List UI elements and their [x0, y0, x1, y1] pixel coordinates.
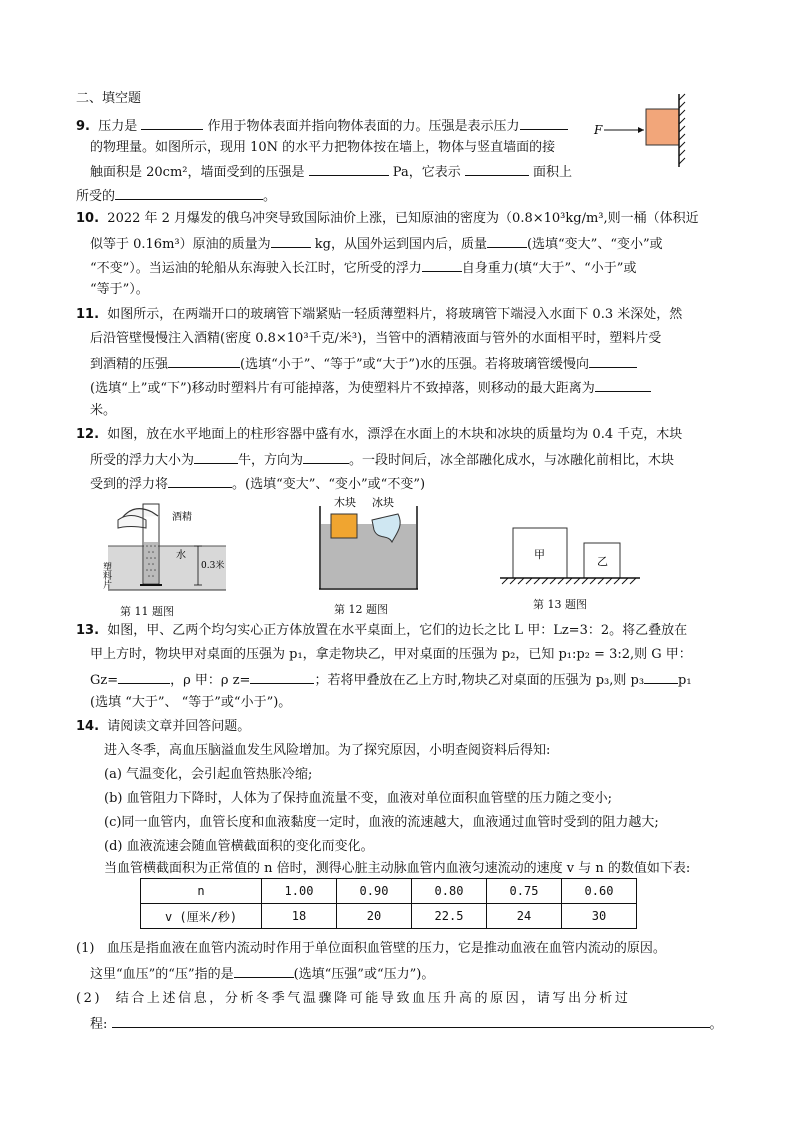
q13-text: ；若将甲叠放在乙上方时,物块乙对桌面的压强为 p₃,则 p₃ [314, 673, 645, 688]
q12-text: 。(选填“变大”、“变小”或“不变”) [232, 477, 426, 492]
q14-sub1-line-1 [76, 940, 666, 957]
q9-text: 作用于物体表面并指向物体表面的力。压强是表示压力 [207, 119, 520, 134]
table-cell: 1.00 [262, 879, 337, 904]
q14-text: (选填“压强”或“压力”)。 [293, 967, 435, 982]
q14-line-1 [76, 718, 250, 735]
block [646, 109, 679, 145]
q11-line-2: 后沿管壁慢慢注入酒精(密度 0.8×10³千克/米³)，当管中的酒精液面与管外的水面相平时，塑料片受 [90, 331, 662, 346]
label-alcohol: 酒精 [172, 512, 192, 523]
q14-sub2-line-1 [76, 990, 631, 1007]
q9-blank-2[interactable] [520, 116, 568, 130]
q12-text: 。一段时间后，冰全部融化成水，与冰融化前相比，木块 [349, 453, 675, 468]
q11-text: (选填“小于”、“等于”或“大于”)水的压强。若将玻璃管缓慢向 [240, 357, 590, 372]
label-wood: 木块 [334, 496, 356, 509]
q10-blank-1[interactable] [271, 234, 311, 248]
q9-line-2: 的物理量。如图所示，现用 10N 的水平力把物体按在墙上，物体与竖直墙面的接 [90, 140, 556, 155]
q10-blank-3[interactable] [422, 258, 462, 272]
section-title: 二、填空题 [76, 91, 142, 106]
table-cell: 24 [487, 904, 562, 929]
q14-sub1-line-2 [90, 964, 434, 983]
fig11-caption: 第 11 题图 [120, 605, 174, 618]
q9-text: 面积上 [532, 165, 572, 180]
label-water: 水 [176, 550, 186, 561]
q10-line-4: “等于”）。 [90, 282, 149, 297]
fig11-diagram [100, 500, 240, 600]
q9-figure [590, 92, 695, 170]
q11-text: (选填“上”或“下”)移动时塑料片有可能掉落，为使塑料片不致掉落，则移动的最大距离为 [90, 381, 595, 396]
label-jia: 甲 [534, 548, 545, 561]
fig13-diagram [496, 520, 646, 590]
q13-line-3 [90, 670, 692, 689]
q12-blank-3[interactable] [168, 474, 232, 488]
table-cell: 20 [337, 904, 412, 929]
q14-sub1-number: (1) [76, 941, 95, 956]
q10-text: (选填“变大”、“变小”或 [526, 237, 663, 252]
table-cell: 18 [262, 904, 337, 929]
q10-text: 自身重力(填“大于”、“小于”或 [461, 261, 637, 276]
q9-text: 压力是 [98, 119, 138, 134]
q14-blank-2[interactable] [112, 1014, 710, 1028]
q9-text: 。 [263, 189, 277, 204]
table-cell: 0.75 [487, 879, 562, 904]
wood-block [331, 514, 357, 538]
q13-line-4: (选填 “大于”、 “等于”或“小于”)。 [90, 695, 292, 710]
q9-blank-5[interactable] [115, 186, 263, 200]
wall-hatching [679, 94, 685, 164]
q14-blank-1[interactable] [234, 964, 294, 978]
q13-line-2: 甲上方时，物块甲对桌面的压强为 p₁，拿走物块乙，甲对桌面的压强为 p₂，已知 p₁:p₂ = 3:2,则 G 甲： [90, 647, 692, 662]
q14-sub2-number: (2) [76, 991, 103, 1006]
q9-line-4 [76, 186, 276, 205]
q14-item-a: (a) 气温变化，会引起血管热胀冷缩; [104, 767, 313, 782]
q10-line-3 [90, 258, 636, 277]
q11-blank-2[interactable] [589, 354, 637, 368]
q13-blank-3[interactable] [644, 670, 678, 684]
q14-sub2-line-2 [90, 1014, 723, 1033]
q14-paragraph: 进入冬季，高血压脑溢血发生风险增加。为了探究原因，小明查阅资料后得知: [104, 743, 551, 758]
q14-text: 血压是指血液在血管内流动时作用于单位面积血管壁的压力，它是推动血液在血管内流动的原因。 [106, 941, 666, 956]
q9-blank-3[interactable] [309, 162, 389, 176]
q12-blank-2[interactable] [303, 450, 349, 464]
force-label: F [594, 123, 603, 137]
q10-blank-2[interactable] [487, 234, 527, 248]
q10-text: 似等于 0.16m³）原油的质量为 [90, 237, 271, 252]
q13-line-1 [76, 622, 687, 639]
data-table [140, 878, 637, 929]
table-row-v [141, 904, 637, 929]
q12-text: 牛，方向为 [238, 453, 304, 468]
q12-line-1 [76, 426, 682, 443]
q9-text: 触面积是 20cm²，墙面受到的压强是 [90, 165, 305, 180]
q14-number: 14. [76, 719, 100, 734]
q12-text: 受到的浮力将 [90, 477, 169, 492]
q11-text: 如图所示，在两端开口的玻璃管下端紧贴一轻质薄塑料片，将玻璃管下端浸入水面下 0.3 米深处，然 [107, 307, 683, 322]
label-depth: 0.3米 [201, 561, 225, 571]
q13-text: p₁ [678, 673, 692, 688]
q10-line-2 [90, 234, 663, 253]
q10-number: 10. [76, 211, 100, 226]
label-yi: 乙 [597, 555, 608, 568]
q13-text: ，ρ 甲：ρ z= [170, 673, 251, 688]
q9-number: 9. [76, 119, 90, 134]
fig12-diagram [308, 494, 428, 598]
table-cell: 30 [562, 904, 637, 929]
table-hatching [502, 578, 636, 584]
q11-line-4 [90, 378, 651, 397]
q14-item-b: (b) 血管阻力下降时，人体为了保持血流量不变，血液对单位面积血管壁的压力随之变小; [104, 791, 612, 806]
q12-line-3 [90, 474, 425, 493]
label-ice: 冰块 [372, 496, 394, 509]
fig13-caption: 第 13 题图 [533, 598, 587, 611]
q14-item-d: (d) 血液流速会随血管横截面积的变化而变化。 [104, 839, 374, 854]
q9-line-3 [90, 162, 572, 181]
q9-blank-1[interactable] [141, 116, 203, 130]
q11-line-3 [90, 354, 637, 373]
q11-blank-3[interactable] [595, 378, 651, 392]
q13-number: 13. [76, 623, 100, 638]
q11-line-1 [76, 306, 682, 323]
q10-text: 2022 年 2 月爆发的俄乌冲突导致国际油价上涨，已知原油的密度为（0.8×10³kg/m³,则一桶（体积近 [107, 211, 699, 226]
table-header-v: v (厘米/秒) [141, 904, 262, 929]
q14-text: 。 [709, 1017, 723, 1032]
q13-text: 如图，甲、乙两个均匀实心正方体放置在水平桌面上，它们的边长之比 L 甲：Lz=3：2。将乙叠放在 [107, 623, 688, 638]
table-cell: 22.5 [412, 904, 487, 929]
q14-text: 程: [90, 1017, 108, 1032]
q11-number: 11. [76, 307, 100, 322]
table-cell: 0.90 [337, 879, 412, 904]
table-row-n [141, 879, 637, 904]
q9-line-1 [76, 116, 568, 135]
q12-number: 12. [76, 427, 100, 442]
fig12-caption: 第 12 题图 [334, 603, 388, 616]
q14-text: 结合上述信息，分析冬季气温骤降可能导致血压升高的原因，请写出分析过 [115, 991, 631, 1006]
label-plastic: 塑料片 [101, 562, 111, 589]
q10-text: kg，从国外运到国内后，质量 [314, 237, 487, 252]
q11-blank-1[interactable] [168, 354, 240, 368]
q10-text: “不变”）。当运油的轮船从东海驶入长江时，它所受的浮力 [90, 261, 422, 276]
q13-text: Gz= [90, 673, 119, 688]
q14-text: 这里“血压”的“压”指的是 [90, 967, 234, 982]
q12-text: 所受的浮力大小为 [90, 453, 195, 468]
q12-blank-1[interactable] [194, 450, 238, 464]
q12-text: 如图，放在水平地面上的柱形容器中盛有水，漂浮在水面上的木块和冰块的质量均为 0.4 千克，木块 [107, 427, 683, 442]
q9-blank-4[interactable] [465, 162, 529, 176]
q11-text: 到酒精的压强 [90, 357, 169, 372]
q12-line-2 [90, 450, 674, 469]
q9-text: Pa，它表示 [392, 165, 461, 180]
table-cell: 0.60 [562, 879, 637, 904]
q10-line-1 [76, 210, 699, 227]
q11-line-5: 米。 [90, 403, 117, 418]
q13-blank-2[interactable] [250, 670, 314, 684]
q14-item-c: (c)同一血管内，血管长度和血液黏度一定时，血液的流速越大，血液通过血管时受到的阻力越大; [104, 815, 659, 830]
q9-text: 所受的 [76, 189, 116, 204]
q13-blank-1[interactable] [118, 670, 170, 684]
force-arrow-head [638, 127, 644, 133]
table-header-n: n [141, 879, 262, 904]
table-cell: 0.80 [412, 879, 487, 904]
alcohol [144, 542, 158, 583]
q14-table-intro: 当血管横截面积为正常值的 n 倍时，测得心脏主动脉血管内血液匀速流动的速度 v 与 n 的数值如下表: [104, 861, 691, 876]
q14-text: 请阅读文章并回答问题。 [107, 719, 251, 734]
